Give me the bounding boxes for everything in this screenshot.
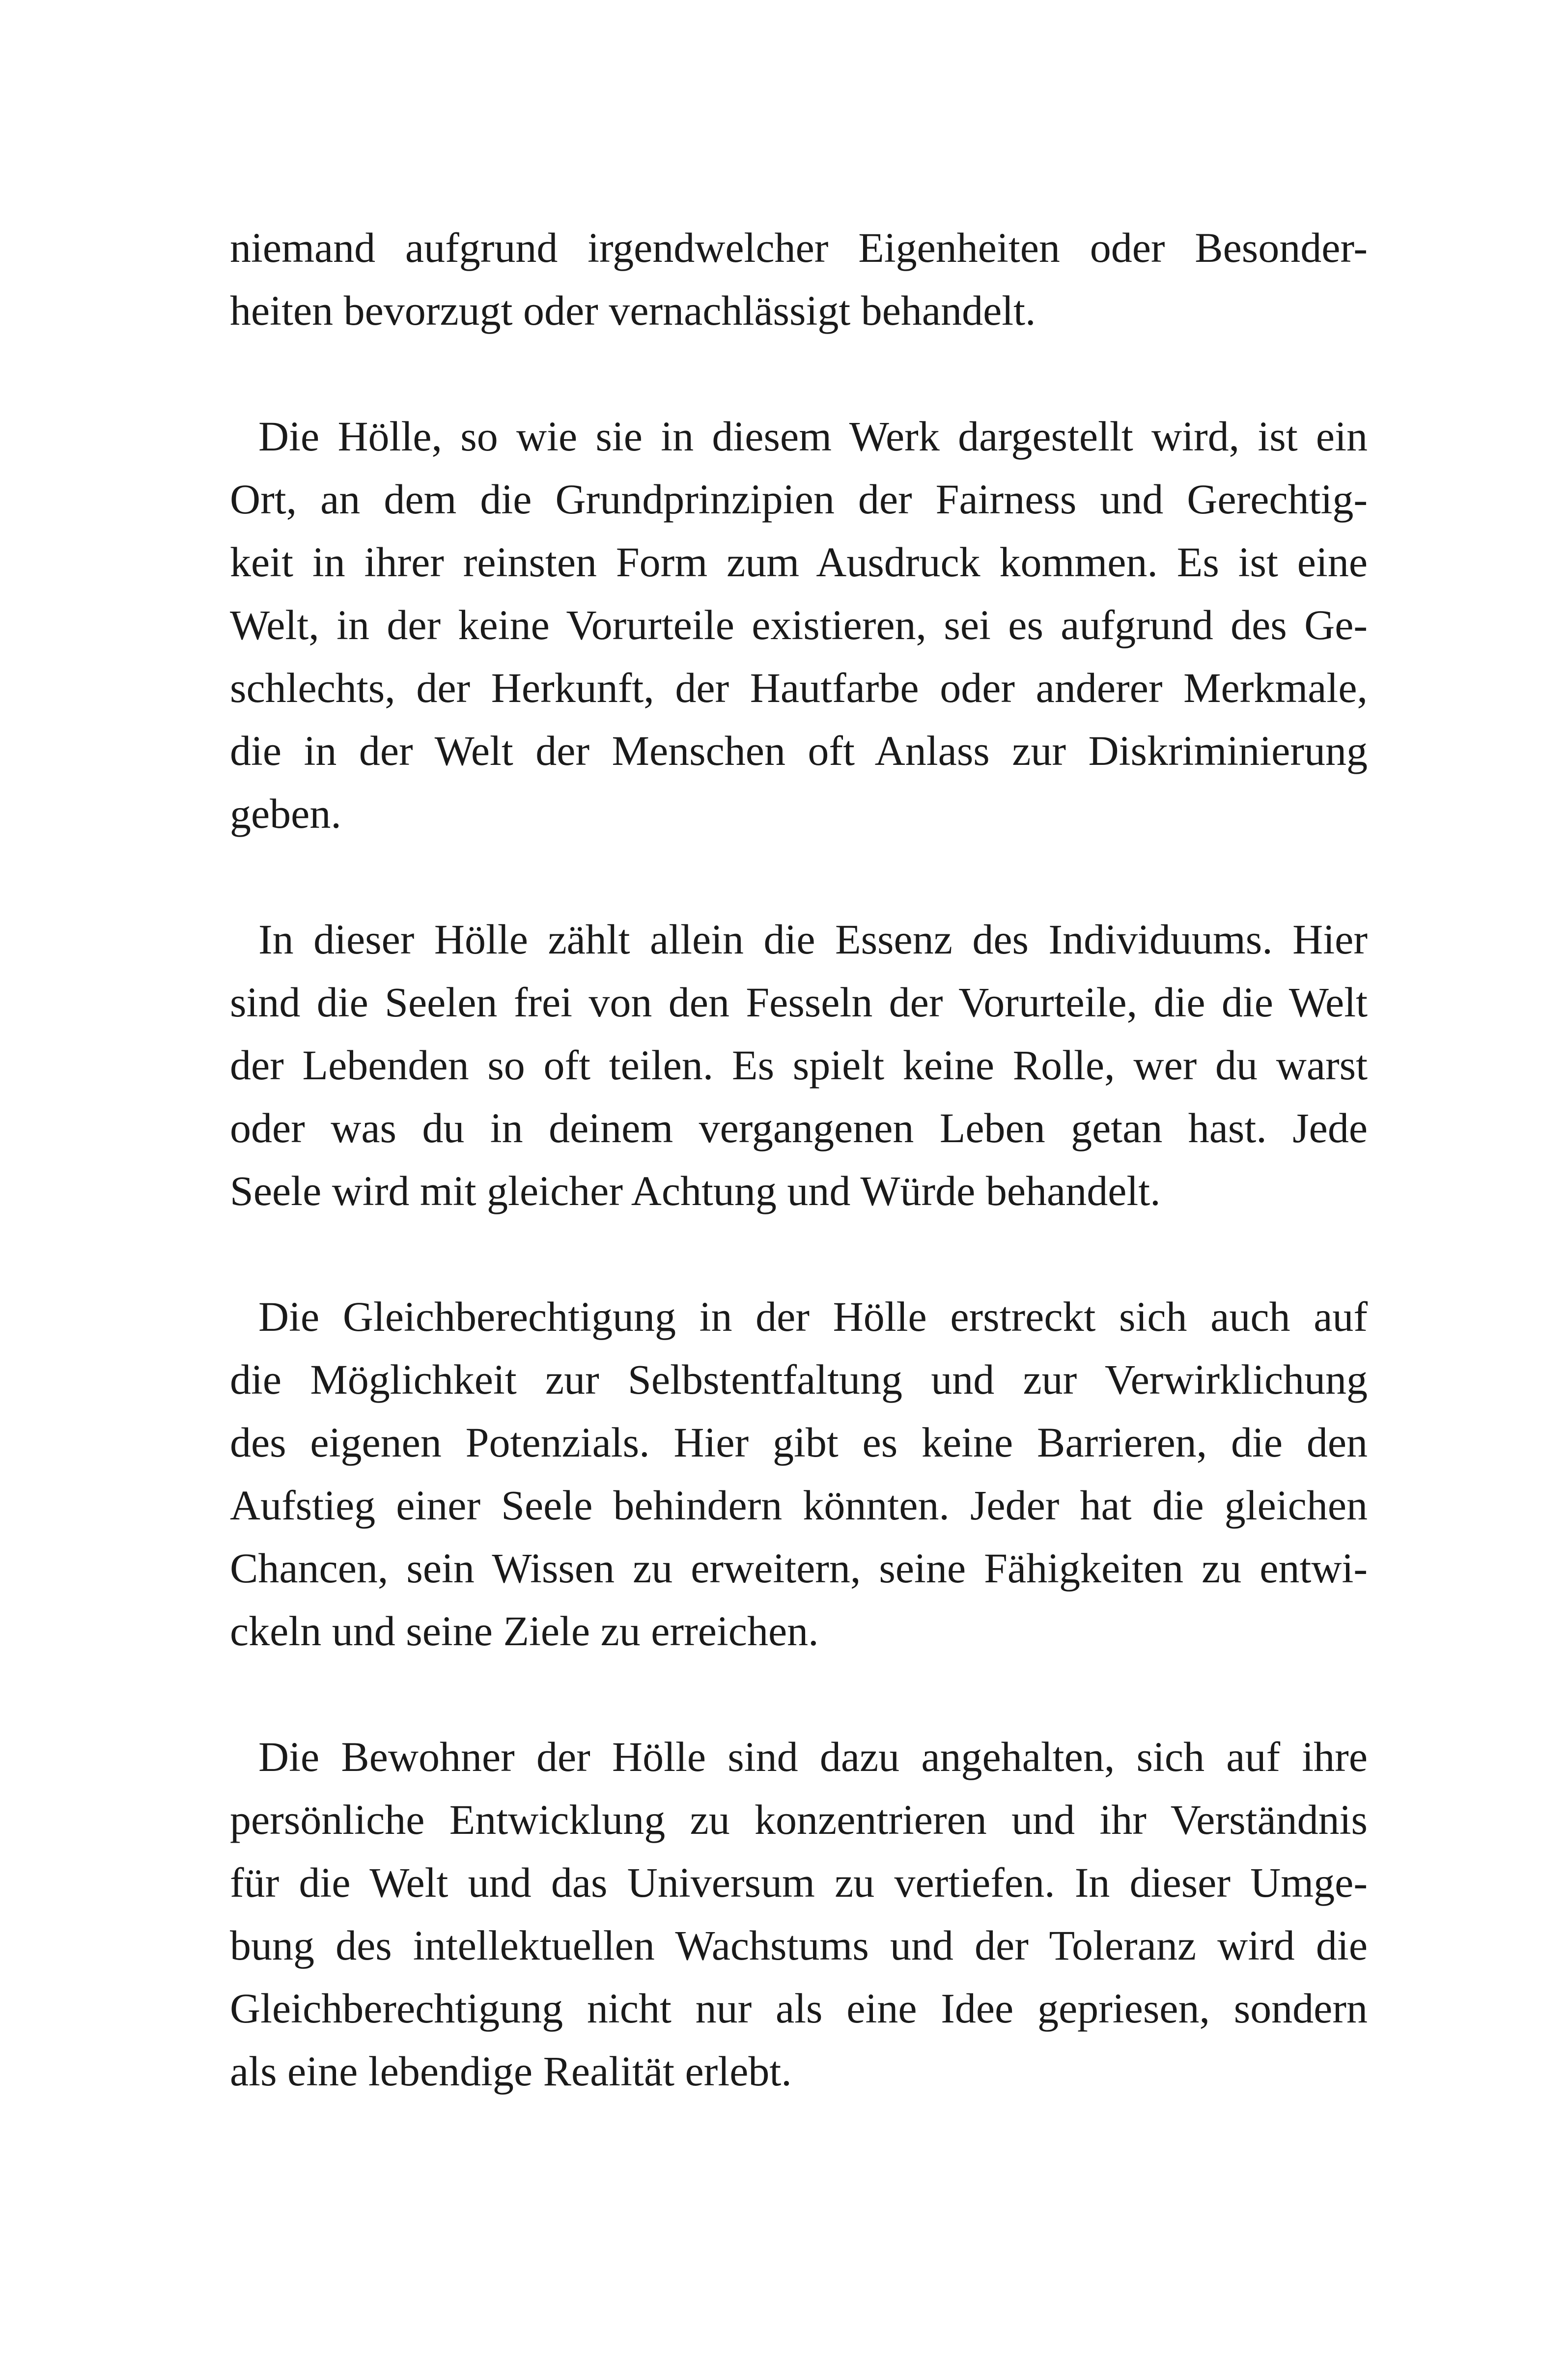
text-line: persönliche Entwicklung zu konzentrieren und ihr Verständnis [230,1796,1368,1843]
text-line: Die Bewohner der Hölle sind dazu angehalten, sich auf ihre [258,1733,1368,1780]
text-line: Ort, an dem die Grundprinzipien der Fairness und Gerechtig- [230,476,1368,523]
text-line: die in der Welt der Menschen oft Anlass zur Diskriminierung [230,727,1368,774]
text-line: Die Hölle, so wie sie in diesem Werk dargestellt wird, ist ein [258,413,1368,460]
text-line: die Möglichkeit zur Selbstentfaltung und zur Verwirklichung [230,1356,1368,1403]
paragraph [230,1725,1368,2103]
text-line: Chancen, sein Wissen zu erweitern, seine Fähigkeiten zu entwi- [230,1544,1368,1592]
text-line: In dieser Hölle zählt allein die Essenz des Individuums. Hier [258,916,1368,963]
text-line: sind die Seelen frei von den Fesseln der Vorurteile, die die Welt [230,979,1368,1026]
text-line: bung des intellektuellen Wachstums und der Toleranz wird die [230,1922,1368,1969]
paragraph [230,1285,1368,1662]
text-line: Welt, in der keine Vorurteile existieren, sei es aufgrund des Ge- [230,601,1368,648]
body-text [230,216,1368,2103]
text-line: des eigenen Potenzials. Hier gibt es keine Barrieren, die den [230,1419,1368,1466]
text-line: Seele wird mit gleicher Achtung und Würde behandelt. [230,1167,1161,1214]
text-line: für die Welt und das Universum zu vertiefen. In dieser Umge- [230,1859,1368,1906]
paragraph [230,405,1368,845]
text-line: schlechts, der Herkunft, der Hautfarbe oder anderer Merkmale, [230,664,1368,711]
text-line: ckeln und seine Ziele zu erreichen. [230,1607,819,1655]
paragraph [230,908,1368,1222]
text-line: niemand aufgrund irgendwelcher Eigenheiten oder Besonder- [230,224,1368,271]
text-line: keit in ihrer reinsten Form zum Ausdruck kommen. Es ist eine [230,538,1368,586]
text-line: heiten bevorzugt oder vernachlässigt behandelt. [230,287,1036,334]
text-line: als eine lebendige Realität erlebt. [230,2048,792,2095]
paragraph [230,216,1368,342]
text-line: oder was du in deinem vergangenen Leben getan hast. Jede [230,1104,1368,1151]
text-line: geben. [230,790,341,837]
text-line: Gleichberechtigung nicht nur als eine Idee gepriesen, sondern [230,1985,1368,2032]
text-line: Die Gleichberechtigung in der Hölle erstreckt sich auch auf [258,1293,1368,1340]
text-line: Aufstieg einer Seele behindern könnten. Jeder hat die gleichen [230,1482,1368,1529]
text-line: der Lebenden so oft teilen. Es spielt keine Rolle, wer du warst [230,1041,1368,1089]
